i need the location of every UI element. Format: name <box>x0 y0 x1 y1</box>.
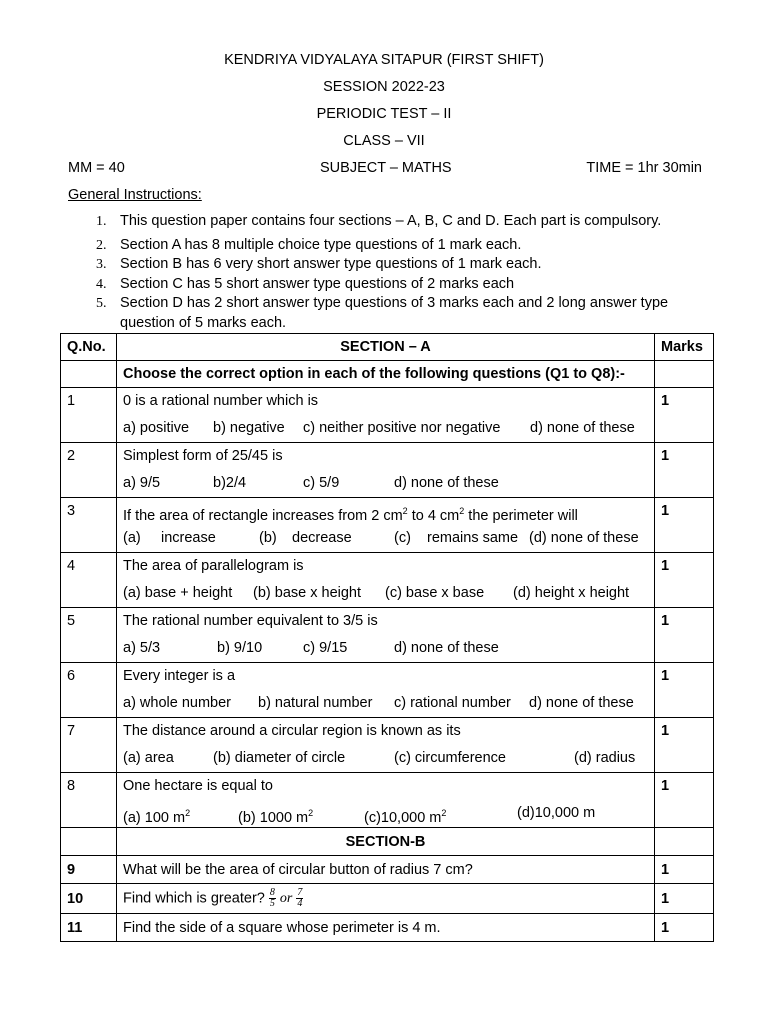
question-marks: 1 <box>661 668 670 684</box>
question-number: 2 <box>67 448 76 464</box>
option-b: (b) diameter of circle <box>213 750 346 766</box>
question-number: 5 <box>67 613 76 629</box>
table-row <box>61 856 714 884</box>
question-marks: 1 <box>661 723 670 739</box>
question-marks: 1 <box>655 914 714 942</box>
option-b: (b) 1000 $m^2$ <box>238 808 314 826</box>
table-row <box>61 914 714 942</box>
option-a: increase <box>161 530 216 546</box>
option-d: (d) radius <box>574 750 636 766</box>
instructions-list <box>88 205 698 333</box>
option-c-label: (c) <box>394 530 411 546</box>
question-text: The area of parallelogram is <box>123 558 304 574</box>
subject: SUBJECT – MATHS <box>320 160 452 176</box>
question-text: The rational number equivalent to 3/5 is <box>123 613 378 629</box>
option-a: a) 9/5 <box>123 475 161 491</box>
question-text: Find the side of a square whose perimeter is 4 m. <box>117 914 655 942</box>
table-row <box>61 388 714 443</box>
question-text: Simplest form of 25/45 is <box>123 448 283 464</box>
option-c: c) 9/15 <box>303 640 348 656</box>
exam-meta <box>68 160 702 178</box>
instructions-heading: General Instructions: <box>68 187 202 203</box>
time-limit: TIME = 1hr 30min <box>586 160 702 176</box>
question-number: 4 <box>67 558 76 574</box>
class-name: CLASS – VII <box>343 133 425 149</box>
option-a: a) positive <box>123 420 190 436</box>
option-c: c) neither positive nor negative <box>303 420 501 436</box>
option-b: b) 9/10 <box>217 640 263 656</box>
section-instruction-row <box>61 361 714 388</box>
question-marks: 1 <box>661 448 670 464</box>
question-number: 10 <box>61 884 117 914</box>
question-number: 7 <box>67 723 76 739</box>
option-d: (d)10,000 m <box>517 805 596 821</box>
fraction-7-4: $\frac{7}{4}$ <box>297 887 303 909</box>
option-a: a) whole number <box>123 695 231 711</box>
question-text: The distance around a circular region is known as its <box>123 723 461 739</box>
table-row <box>61 884 714 914</box>
question-options <box>123 635 648 662</box>
session: SESSION 2022-23 <box>323 79 445 95</box>
max-marks: MM = 40 <box>68 160 125 176</box>
question-marks: 1 <box>661 613 670 629</box>
table-row <box>61 663 714 718</box>
question-table <box>60 333 714 942</box>
option-a: a) 5/3 <box>123 640 161 656</box>
option-a: (a) base + height <box>123 585 233 601</box>
option-b: decrease <box>292 530 352 546</box>
table-row <box>61 553 714 608</box>
option-a: (a) area <box>123 750 174 766</box>
option-d: d) none of these <box>394 475 499 491</box>
option-d: d) none of these <box>530 420 635 436</box>
instruction-item: 2. Section A has 8 multiple choice type questions of 1 mark each. <box>96 236 522 253</box>
section-a-instruction: Choose the correct option in each of the following questions (Q1 to Q8):- <box>117 361 655 388</box>
instruction-item: 3. Section B has 6 very short answer type questions of 1 mark each. <box>96 256 542 272</box>
question-options <box>123 470 648 497</box>
question-options <box>123 415 648 442</box>
option-c: remains same <box>427 530 519 546</box>
question-options <box>123 525 648 552</box>
option-d: (d) height x height <box>513 585 630 601</box>
question-text: Find which is greater? $\frac{8}{5}$ or $\frac{7}{4}$ <box>117 884 655 914</box>
option-b: b)2/4 <box>213 475 247 491</box>
question-text: If the area of rectangle increases from 2 $cm^2$ to 4 $cm^2$ the perimeter will <box>123 506 578 524</box>
table-header-row <box>61 334 714 361</box>
option-b: (b) base x height <box>253 585 362 601</box>
question-options <box>123 800 648 827</box>
table-row <box>61 443 714 498</box>
table-row <box>61 773 714 828</box>
question-text: 0 is a rational number which is <box>123 393 319 409</box>
option-d: d) none of these <box>529 695 634 711</box>
question-number: 6 <box>67 668 76 684</box>
table-row <box>61 718 714 773</box>
question-options <box>123 745 648 772</box>
question-marks: 1 <box>655 884 714 914</box>
question-text: What will be the area of circular button of radius 7 cm? <box>117 856 655 884</box>
question-number: 3 <box>67 503 76 519</box>
option-c: c) 5/9 <box>303 475 340 491</box>
option-a: (a) 100 $m^2$ <box>123 808 191 826</box>
fraction-8-5: $\frac{8}{5}$ <box>269 887 275 909</box>
marks-header: Marks <box>655 334 714 361</box>
qno-header: Q.No. <box>61 334 117 361</box>
section-b-row <box>61 828 714 856</box>
option-c: (c)10,000 $m^2$ <box>364 808 447 826</box>
option-c: (c) circumference <box>394 750 506 766</box>
question-number: 1 <box>67 393 76 409</box>
question-text: One hectare is equal to <box>123 778 273 794</box>
table-row <box>61 608 714 663</box>
option-d: (d) none of these <box>529 530 639 546</box>
question-number: 11 <box>61 914 117 942</box>
question-marks: 1 <box>661 393 670 409</box>
instruction-item: 5. Section D has 2 short answer type questions of 3 marks each and 2 long answer type question of 5 marks each. <box>96 295 669 331</box>
instruction-item: 4. Section C has 5 short answer type questions of 2 marks each <box>96 275 515 292</box>
option-b: b) natural number <box>258 695 373 711</box>
option-c: (c) base x base <box>385 585 485 601</box>
option-d: d) none of these <box>394 640 499 656</box>
school-name: KENDRIYA VIDYALAYA SITAPUR (FIRST SHIFT) <box>224 52 544 68</box>
question-marks: 1 <box>655 856 714 884</box>
section-b-header: SECTION-B <box>117 828 655 856</box>
test-name: PERIODIC TEST – II <box>316 106 452 122</box>
instruction-item: 1. This question paper contains four sections – A, B, C and D. Each part is compulsory. <box>96 213 662 229</box>
option-c: c) rational number <box>394 695 511 711</box>
question-marks: 1 <box>661 558 670 574</box>
option-a-label: (a) <box>123 530 141 546</box>
option-b-label: (b) <box>259 530 277 546</box>
question-marks: 1 <box>661 503 670 519</box>
question-marks: 1 <box>661 778 670 794</box>
table-row <box>61 498 714 553</box>
question-number: 9 <box>61 856 117 884</box>
question-options <box>123 690 648 717</box>
question-number: 8 <box>67 778 76 794</box>
question-options <box>123 580 648 607</box>
option-b: b) negative <box>213 420 285 436</box>
section-a-header: SECTION – A <box>117 334 655 361</box>
question-text: Every integer is a <box>123 668 236 684</box>
